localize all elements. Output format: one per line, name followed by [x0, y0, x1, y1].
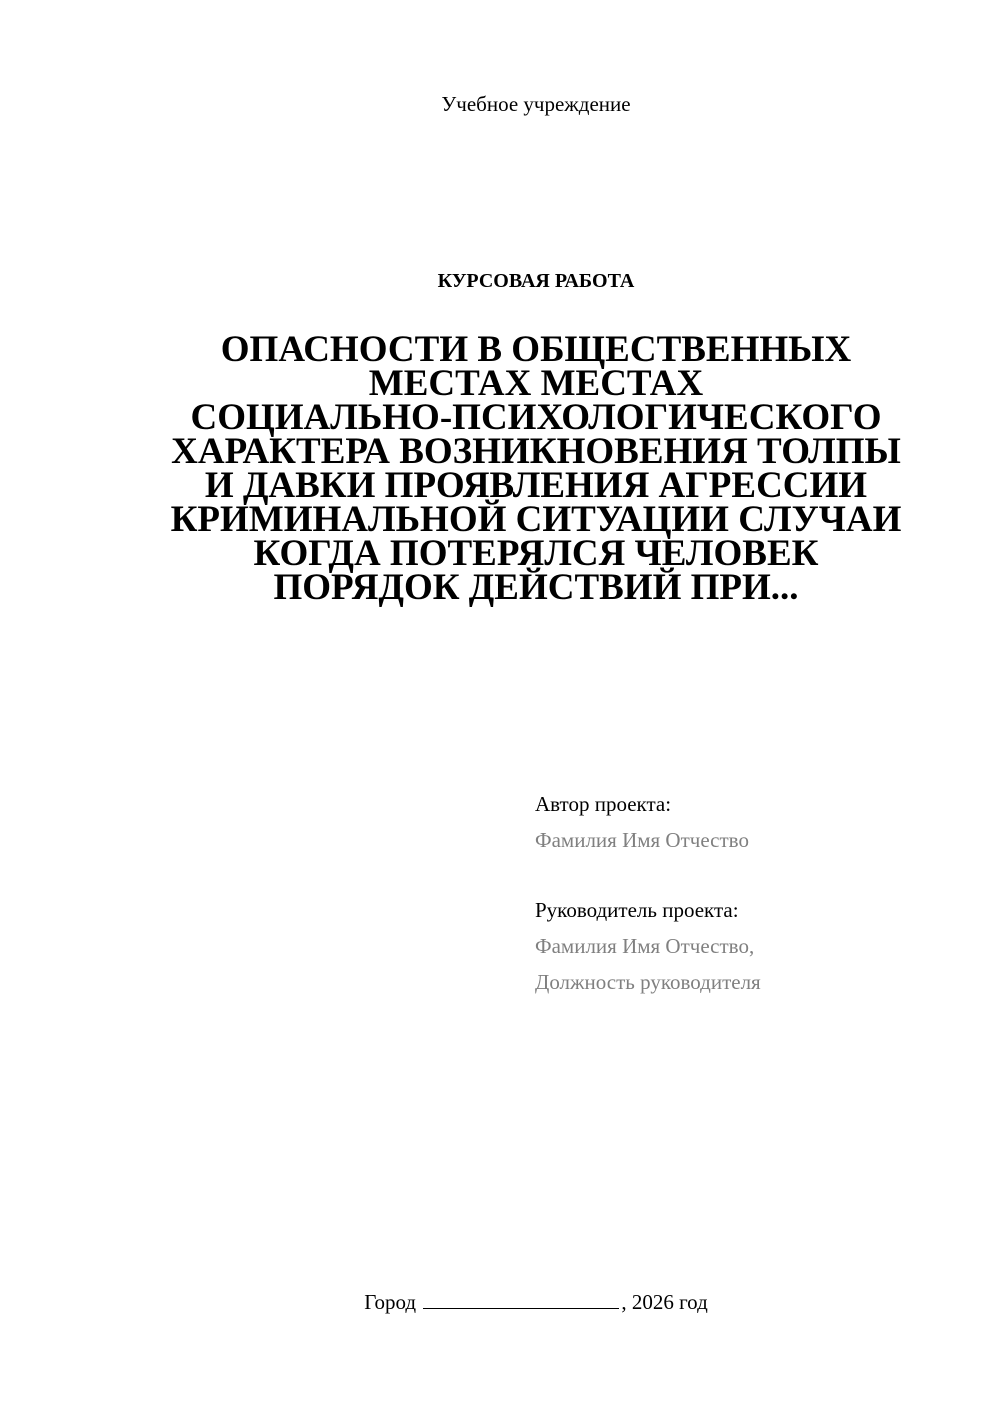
city-blank-line: [423, 1290, 619, 1309]
year-label: , 2026 год: [621, 1290, 708, 1314]
work-title: [120, 329, 952, 608]
title-line: ПОРЯДОК ДЕЙСТВИЙ ПРИ...: [273, 567, 799, 608]
supervisor-name: Фамилия Имя Отчество,: [535, 934, 755, 958]
title-line: И ДАВКИ ПРОЯВЛЕНИЯ АГРЕССИИ: [204, 465, 868, 506]
title-line: ХАРАКТЕРА ВОЗНИКНОВЕНИЯ ТОЛПЫ: [171, 431, 901, 472]
title-line: СОЦИАЛЬНО-ПСИХОЛОГИЧЕСКОГО: [190, 397, 882, 438]
author-name: Фамилия Имя Отчество: [535, 828, 749, 852]
work-type-heading: КУРСОВАЯ РАБОТА: [437, 270, 635, 292]
title-line: ОПАСНОСТИ В ОБЩЕСТВЕННЫХ: [220, 329, 852, 370]
author-label: Автор проекта:: [535, 792, 672, 816]
city-year-footer: [0, 1290, 1000, 1315]
city-label: Город: [364, 1290, 417, 1314]
title-line: КОГДА ПОТЕРЯЛСЯ ЧЕЛОВЕК: [253, 533, 819, 574]
supervisor-label: Руководитель проекта:: [535, 898, 739, 922]
author-block: [535, 786, 975, 858]
title-line: МЕСТАХ МЕСТАХ: [368, 363, 704, 404]
supervisor-position: Должность руководителя: [535, 970, 761, 994]
institution-name: Учебное учреждение: [441, 92, 631, 116]
title-line: КРИМИНАЛЬНОЙ СИТУАЦИИ СЛУЧАИ: [170, 499, 902, 540]
supervisor-block: [535, 892, 975, 1000]
